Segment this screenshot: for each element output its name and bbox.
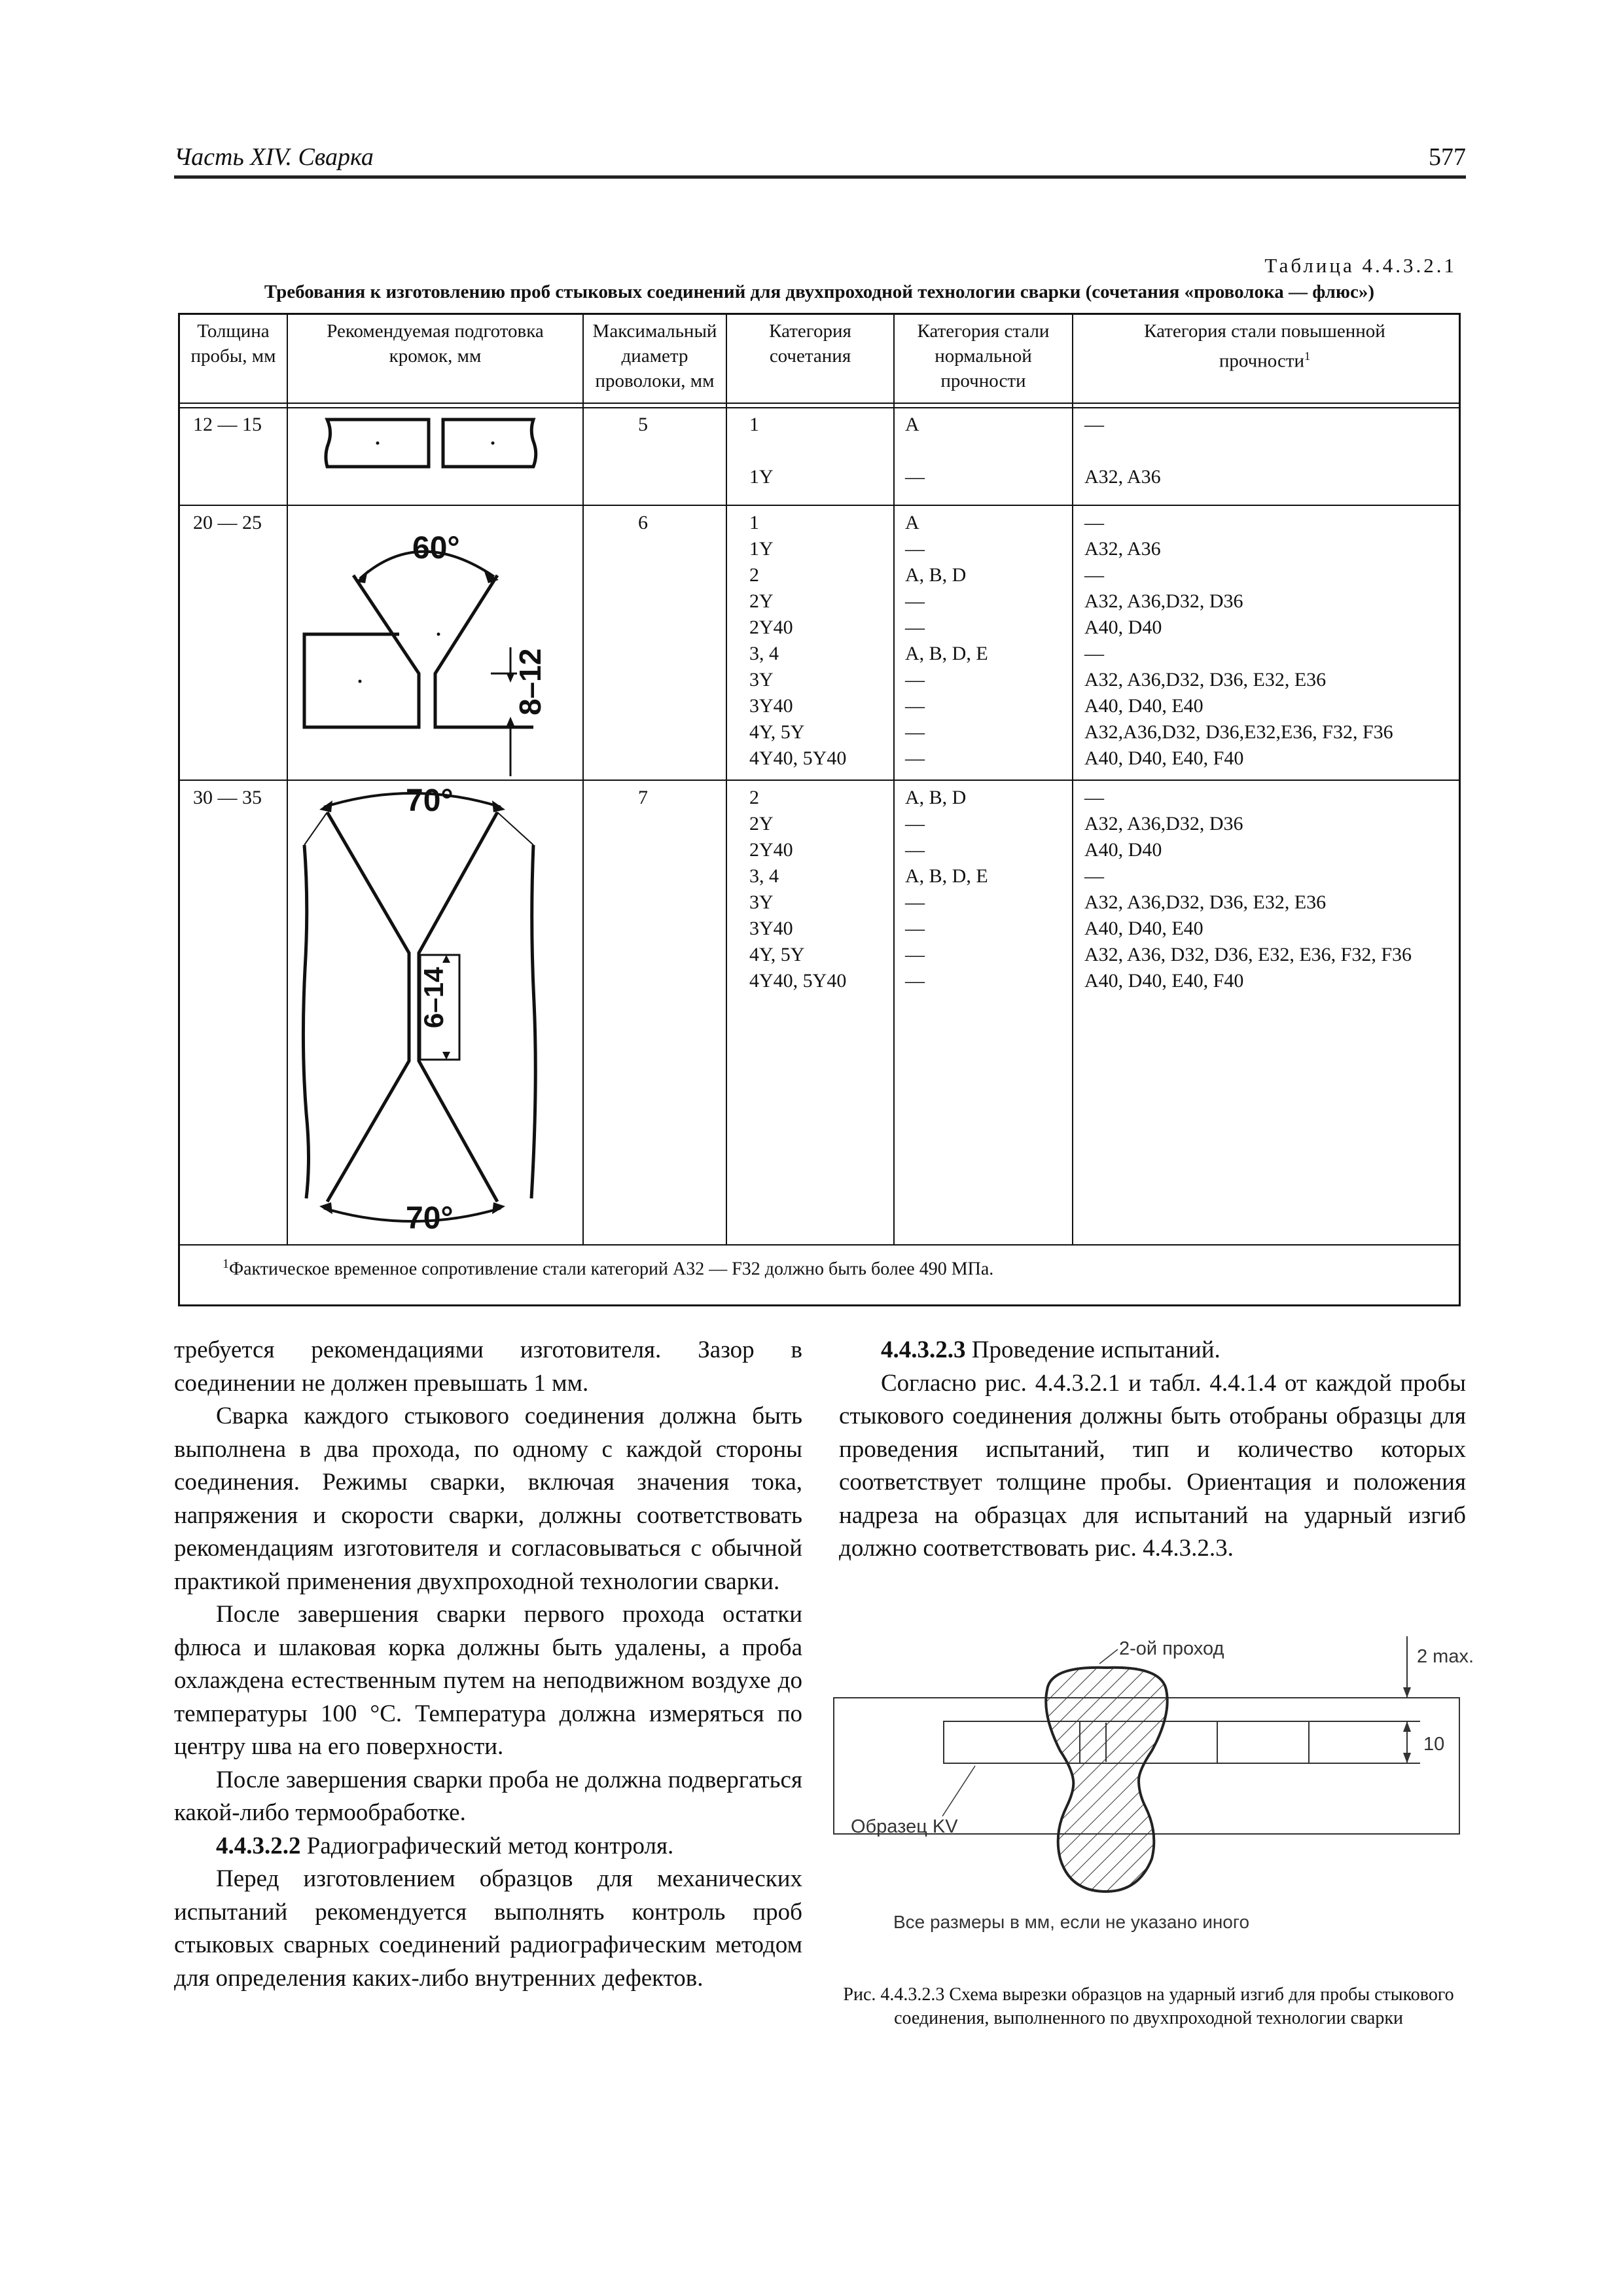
section-heading: 4.4.3.2.2 Радиографический метод контроля. [216,1832,674,1859]
row3-diameter: 7 [638,787,648,808]
dim-10-label: 10 [1423,1734,1445,1755]
header-rule [174,175,1466,179]
page-number: 577 [1429,143,1466,171]
row2-high: — A32, A36 — A32, A36,D32, D36 A40, D40 — A32, A36,D32, D36, E32, E36 A40, D40, E40 A32,A36,D32, D36,E32,E36, F32, F36 A40, D40, E40, F40 [1084,512,1393,769]
paragraph: После завершения сварки первого прохода остатки флюса и шлаковая корка должны быть удалены, а проба охлаждена естественным путем на неподвижном воздухе до температуры 100 °С. Температура должна измеряться по центру шва на его поверхности. [174,1601,802,1760]
row2-thickness: 20 — 25 [193,512,262,533]
row-divider [180,1244,1459,1246]
paragraph: Сварка каждого стыкового соединения должна быть выполнена в два прохода, по одному с каждой стороны соединения. Режимы сварки, включая значения тока, напряжения и скорости сварки, должны соответствовать рекомендациям изготовителя и согласовываться с обычной практикой применения двухпроходной технологии сварки. [174,1403,802,1595]
single-v-drawing [304,575,533,727]
header-thickness: Толщина пробы, мм [190,321,276,367]
paragraph: Согласно рис. 4.4.3.2.1 и табл. 4.4.1.4 от каждой пробы стыкового соединения должны быть отобраны образцы для проведения испытаний, тип и количество которых соответствует толщине пробы. Ориентация и положения надреза на образцах для испытаний на ударный изгиб должно соответствовать рис. 4.4.3.2.3. [839,1369,1466,1562]
requirements-table [178,313,1461,1306]
dimensions-note: Все размеры в мм, если не указано иного [893,1912,1250,1932]
arrowhead [1403,1687,1411,1698]
dim-2max-label: 2 max. [1417,1646,1474,1667]
angle-60-label: 60° [412,531,460,565]
angle-70-bottom-label: 70° [406,1201,454,1236]
arrowhead [507,717,514,726]
row1-diameter: 5 [638,414,648,435]
row1-high: — A32, A36 [1084,414,1161,488]
table-caption: Требования к изготовлению проб стыковых соединений для двухпроходной технологии сварки (сочетания «проволока — флюс») [264,281,1375,302]
paragraph: После завершения сварки проба не должна подвергаться какой-либо термообработке. [174,1766,802,1826]
center-dot [437,633,440,636]
dim-6-14-label: 6–14 [418,967,449,1028]
square-butt-drawing [326,420,536,467]
leader-line [942,1766,975,1816]
arrowhead [319,800,332,812]
table-number: Таблица 4.4.3.2.1 [1264,254,1457,277]
edge-prep-drawings [288,315,582,1244]
right-column [839,1334,1466,1566]
arrowhead [1403,1753,1411,1763]
figure-caption: Рис. 4.4.3.2.3 Схема вырезки образцов на ударный изгиб для пробы стыкового соединения, выполненного по двухпроходной технологии сварки [843,1984,1454,2028]
arrowhead [492,1202,505,1214]
header-prep: Рекомендуемая подготовка кромок, мм [327,321,544,367]
specimen-cutting-figure [831,1617,1474,1973]
row3-thickness: 30 — 35 [193,787,262,808]
row1-categories: 1 1Y [749,414,774,488]
arrowhead [319,1202,332,1214]
angle-70-top-label: 70° [406,783,454,818]
header-diameter: Максимальный диаметр проволоки, мм [592,321,717,391]
row3-normal: A, B, D — — A, B, D, E — — — — [905,787,988,992]
row1-thickness: 12 — 15 [193,414,262,435]
paragraph: требуется рекомендациями изготовителя. Зазор в соединении не должен превышать 1 мм. [174,1336,802,1397]
row3-categories: 2 2Y 2Y40 3, 4 3Y 3Y40 4Y, 5Y 4Y40, 5Y40 [749,787,847,992]
kv-specimen-strip [944,1721,1407,1763]
paragraph: Перед изготовлением образцов для механических испытаний рекомендуется выполнять контроль проб стыковых сварных соединений радиографическим методом для определения каких-либо внутренних дефектов. [174,1865,802,1992]
header-category: Категория сочетания [769,321,851,367]
edge-line [304,812,327,845]
row3-high: — A32, A36,D32, D36 A40, D40 — A32, A36,D32, D36, E32, E36 A40, D40, E40 A32, A36, D32, D36, E32, E36, F32, F36 A40, D40, E40, F40 [1084,787,1412,992]
arrowhead [492,800,505,812]
running-header-title: Часть XIV. Сварка [174,143,374,171]
arrowhead [442,1052,450,1060]
table-footnote: $^1$Фактическое временное сопротивление стали категорий A32 — F32 должно быть более 490 МПа. [223,1257,994,1280]
center-dot [376,442,380,445]
left-column [174,1334,802,1995]
weld-bead [1046,1668,1167,1892]
leader-line [1099,1649,1118,1664]
center-dot [359,680,362,683]
edge-line [497,812,533,845]
second-pass-label: 2-ой проход [1119,1638,1224,1659]
row1-normal: A — [905,414,925,488]
section-heading: 4.4.3.2.3 Проведение испытаний. [881,1336,1221,1363]
arrowhead [1403,1721,1411,1732]
dim-8-12-label: 8–12 [513,648,547,715]
row2-diameter: 6 [638,512,648,533]
row2-categories: 1 1Y 2 2Y 2Y40 3, 4 3Y 3Y40 4Y, 5Y 4Y40, 5Y40 [749,512,847,769]
header-normal-strength: Категория стали нормальной прочности [917,321,1050,391]
header-high-strength: Категория стали повышенной прочности$^1$ [1144,321,1385,372]
center-dot [491,442,495,445]
specimen-kv-label: Образец KV [851,1816,958,1837]
arrowhead [442,955,450,963]
row2-normal: A — A, B, D — — A, B, D, E — — — — [905,512,988,769]
